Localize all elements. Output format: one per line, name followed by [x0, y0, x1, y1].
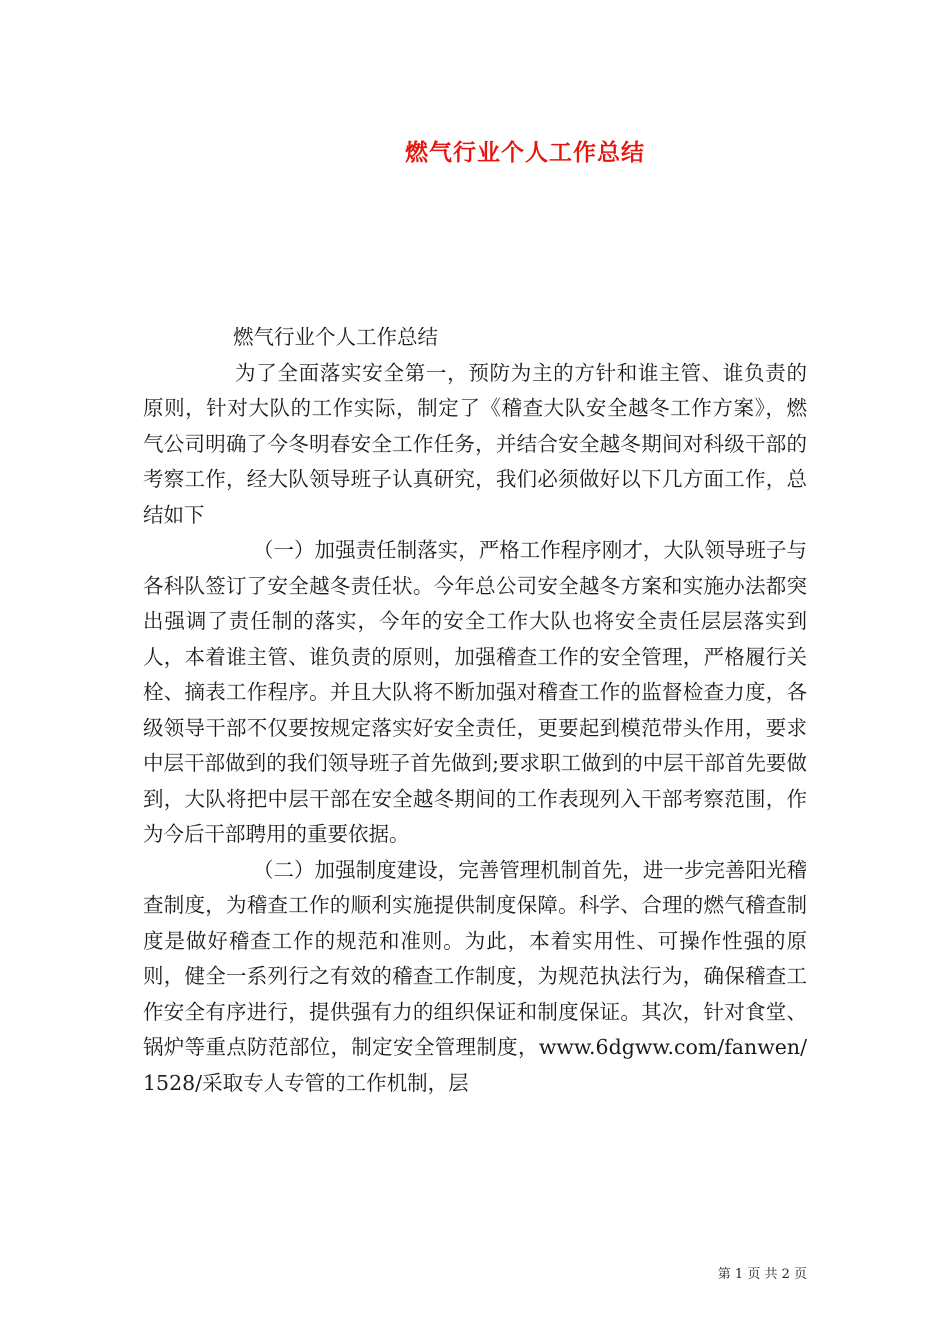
document-title: 燃气行业个人工作总结 — [405, 139, 645, 166]
document-body — [143, 320, 807, 1101]
page-number: 第 1 页 共 2 页 — [717, 1267, 807, 1282]
paragraph-section-1: （一）加强责任制落实，严格工作程序刚才，大队领导班子与各科队签订了安全越冬责任状。今年总公司安全越冬方案和实施办法都突出强调了责任制的落实，今年的安全工作大队也将安全责任层层落实到人，本着谁主管、谁负责的原则，加强稽查工作的安全管理，严格履行关栓、摘表工作程序。并且大队将不断加强对稽查工作的监督检查力度，各级领导干部不仅要按规定落实好安全责任，更要起到模范带头作用，要求中层干部做到的我们领导班子首先做到;要求职工做到的中层干部首先要做到，大队将把中层干部在安全越冬期间的工作表现列入干部考察范围，作为今后干部聘用的重要依据。 — [143, 538, 807, 846]
paragraph-intro: 为了全面落实安全第一，预防为主的方针和谁主管、谁负责的原则，针对大队的工作实际，制定了《稽查大队安全越冬工作方案》，燃气公司明确了今冬明春安全工作任务，并结合安全越冬期间对科级干部的考察工作，经大队领导班子认真研究，我们必须做好以下几方面工作，总结如下 — [143, 360, 807, 527]
document-subtitle: 燃气行业个人工作总结 — [233, 325, 438, 349]
paragraph-section-2: （二）加强制度建设，完善管理机制首先，进一步完善阳光稽查制度，为稽查工作的顺利实施提供制度保障。科学、合理的燃气稽查制度是做好稽查工作的规范和准则。为此，本着实用性、可操作性强的原则，健全一系列行之有效的稽查工作制度，为规范执法行为，确保稽查工作安全有序进行，提供强有力的组织保证和制度保证。其次，针对食堂、锅炉等重点防范部位，制定安全管理制度，www.6dgww.com/fanwen/1528/采取专人专管的工作机制，层 — [143, 857, 807, 1095]
